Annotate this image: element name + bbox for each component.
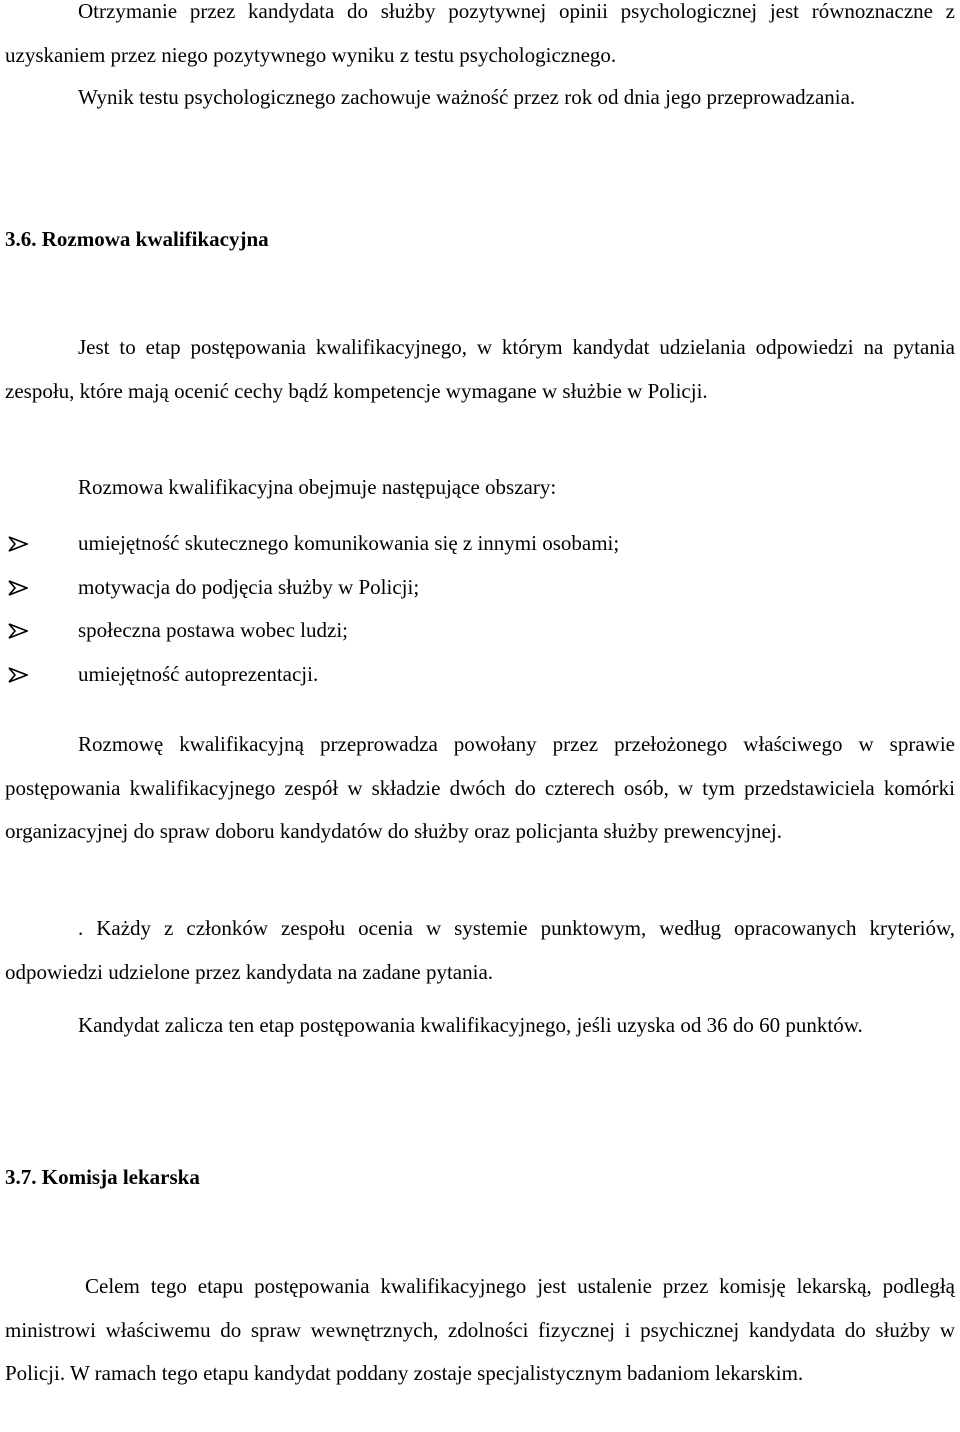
list-item-text: umiejętność autoprezentacji. [78,661,319,686]
paragraph-areas-intro: Rozmowa kwalifikacyjna obejmuje następujące obszary: [78,475,557,499]
list-item-text: motywacja do podjęcia służby w Policji; [78,574,420,599]
arrowhead-bullet-icon [8,623,28,639]
paragraph-psych-opinion: Otrzymanie przez kandydata do służby pozytywnej opinii psychologicznej jest równoznaczne z uzyskaniem przez niego pozytywnego wyniku z testu psychologicznego. [5,0,955,67]
paragraph-interview-team: Rozmowę kwalifikacyjną przeprowadza powołany przez przełożonego właściwego w sprawie postępowania kwalifikacyjnego zespół w składzie dwóch do czterech osób, w tym przedstawiciela komórki organizacyjnej do spraw doboru kandydatów do służby oraz policjanta służby prewencyjnej. [5,732,955,843]
list-item [5,653,955,697]
interview-areas-list [5,522,955,696]
paragraph-test-validity: Wynik testu psychologicznego zachowuje ważność przez rok od dnia jego przeprowadzania. [78,85,856,109]
section-heading-rozmowa: 3.6. Rozmowa kwalifikacyjna [5,227,269,251]
paragraph-medical-board-purpose: Celem tego etapu postępowania kwalifikacyjnego jest ustalenie przez komisję lekarską, podległą ministrowi właściwemu do spraw wewnętrznych, zdolności fizycznej i psychicznej kandydata do służby w Policji. W ramach tego etapu kandydat poddany zostaje specjalistycznym badaniom lekarskim. [5,1274,955,1385]
arrowhead-bullet-icon [8,580,28,596]
list-item [5,522,955,566]
paragraph-pass-threshold: Kandydat zalicza ten etap postępowania kwalifikacyjnego, jeśli uzyska od 36 do 60 punktów. [78,1013,863,1037]
paragraph-scoring: . Każdy z członków zespołu ocenia w systemie punktowym, według opracowanych kryteriów, odpowiedzi udzielone przez kandydata na zadane pytania. [5,916,955,984]
arrowhead-bullet-icon [8,536,28,552]
arrowhead-bullet-icon [8,667,28,683]
list-item [5,609,955,653]
paragraph-interview-definition: Jest to etap postępowania kwalifikacyjnego, w którym kandydat udzielania odpowiedzi na pytania zespołu, które mają ocenić cechy bądź kompetencje wymagane w służbie w Policji. [5,335,955,403]
list-item-text: umiejętność skutecznego komunikowania się z innymi osobami; [78,531,620,555]
list-item-text: społeczna postawa wobec ludzi; [78,618,348,642]
section-heading-komisja: 3.7. Komisja lekarska [5,1165,200,1189]
list-item [5,566,955,610]
